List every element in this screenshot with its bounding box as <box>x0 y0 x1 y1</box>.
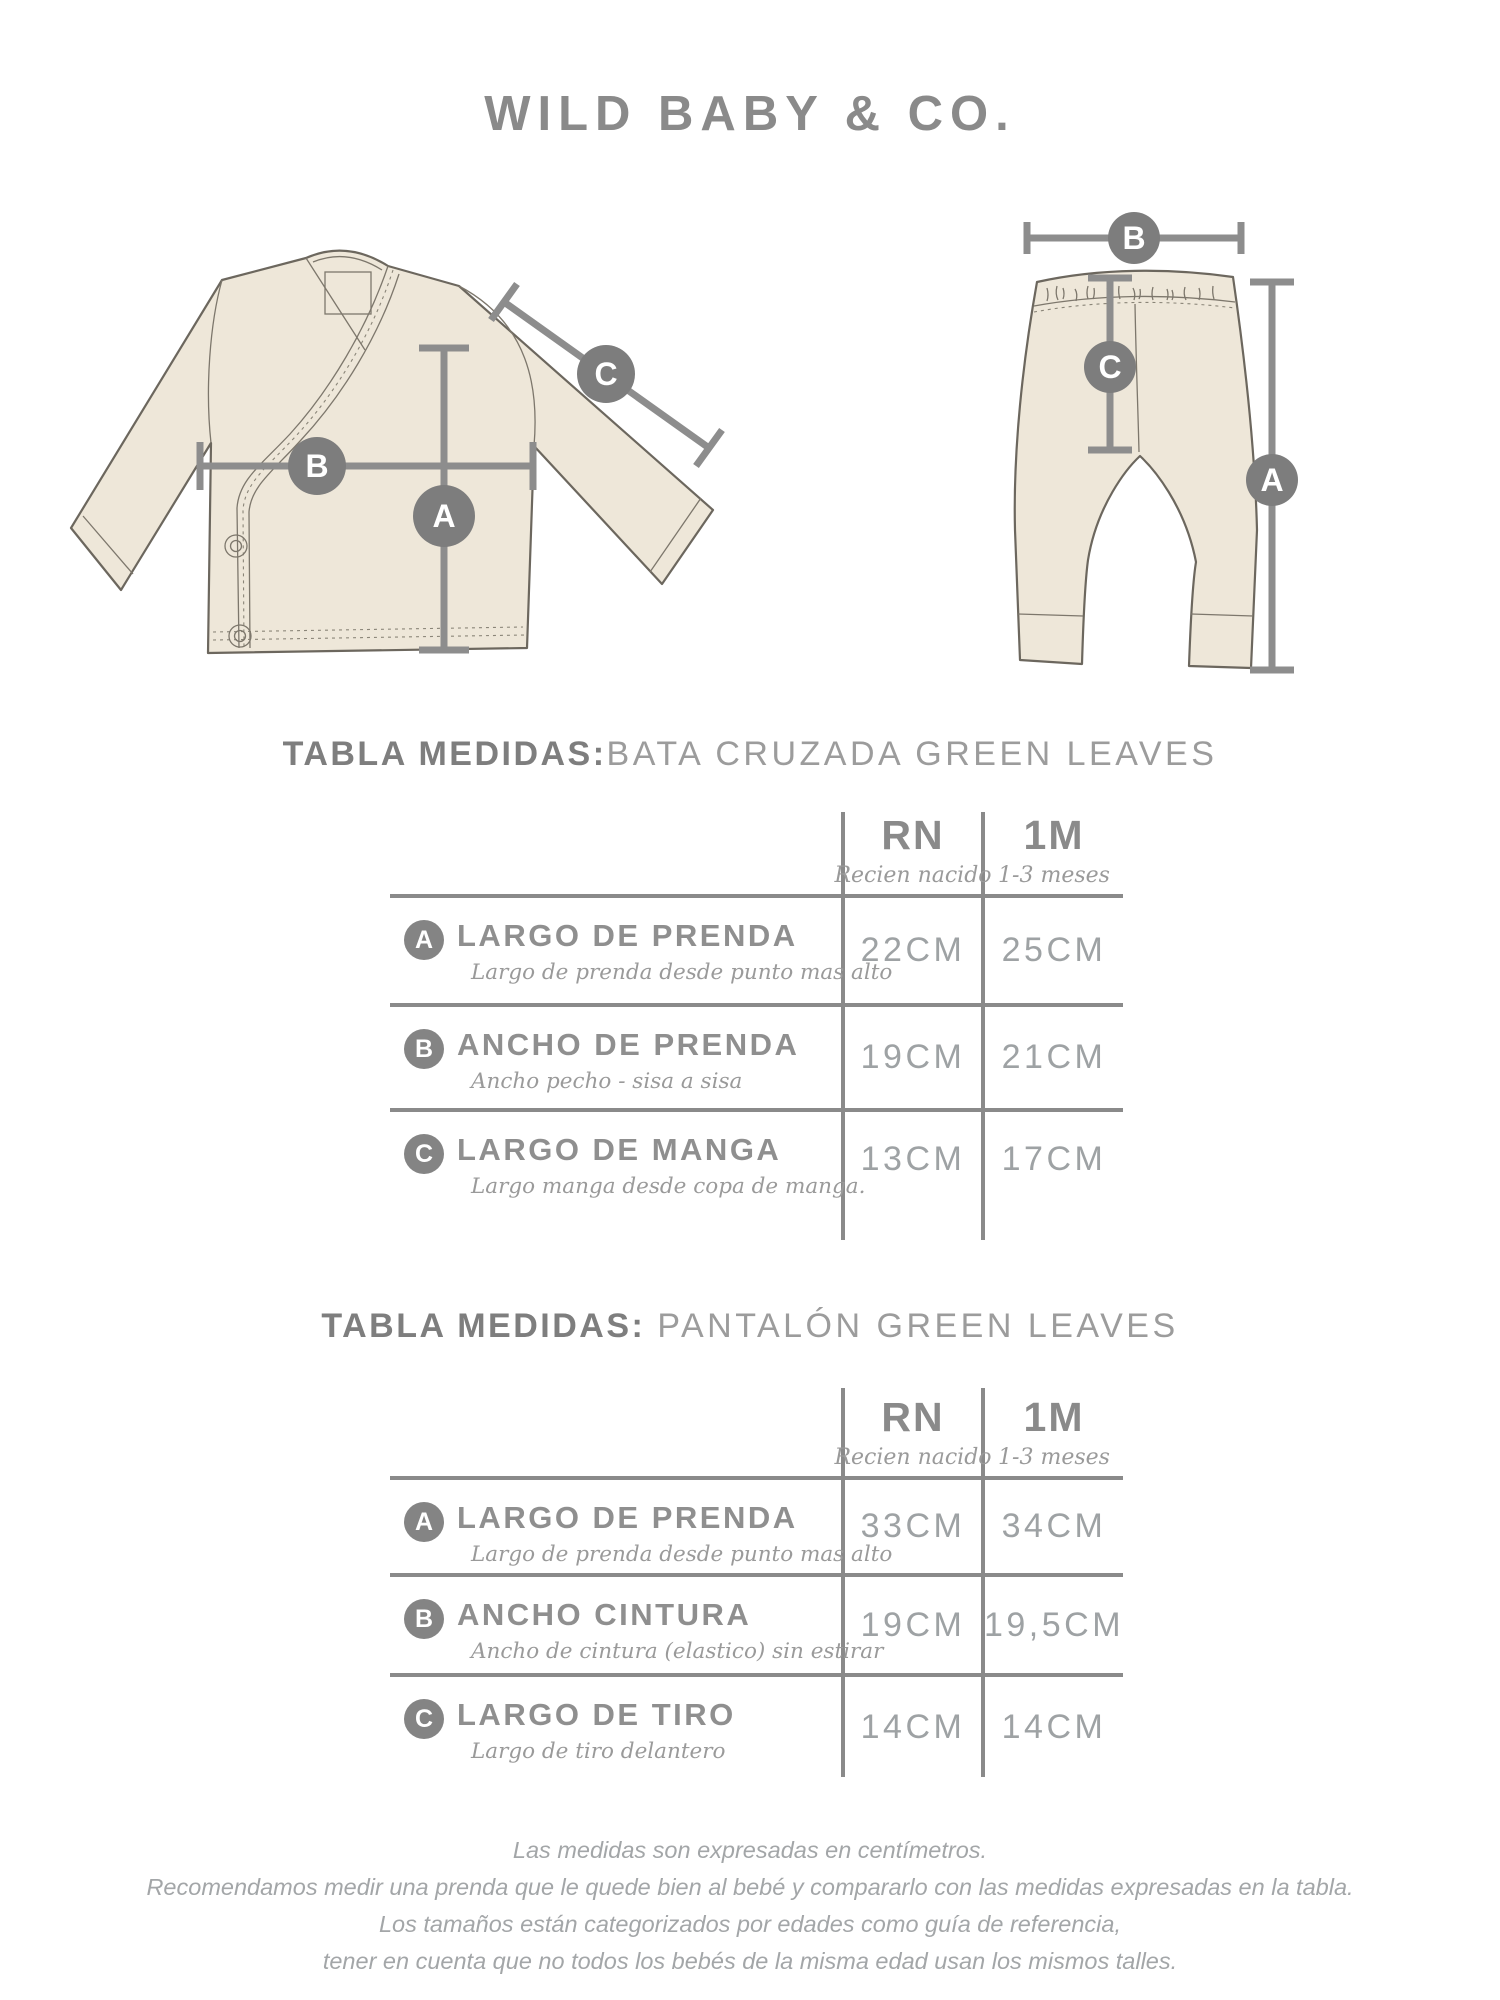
pants-measure-b <box>1027 212 1241 264</box>
measure-sublabel: Largo de prenda desde punto mas alto <box>471 959 893 985</box>
measure-letter-badge: A <box>404 1502 444 1542</box>
brand-title: WILD BABY & CO. <box>484 87 1016 141</box>
pants-measure-label-c: C <box>1098 349 1122 385</box>
shirt-measure-label-a: A <box>432 498 456 534</box>
value-cell-rn: 33CM <box>845 1480 985 1577</box>
size-table-pantalon <box>390 1388 1123 1777</box>
measure-sublabel: Largo de prenda desde punto mas alto <box>471 1541 893 1567</box>
measure-sublabel: Ancho de cintura (elastico) sin estirar <box>471 1638 884 1664</box>
pants-measure-label-b: B <box>1122 220 1146 256</box>
row-label-cell <box>390 1480 893 1577</box>
row-label-cell <box>390 898 893 1007</box>
footer-line: Los tamaños están categorizados por edades como guía de referencia, <box>378 1911 1122 1937</box>
column-subtitle: Recien nacido <box>834 1445 992 1470</box>
shirt-drawing <box>71 251 713 653</box>
column-code: 1M <box>1023 812 1085 858</box>
row-label-cell <box>390 1007 845 1112</box>
table1-title-rest: BATA CRUZADA GREEN LEAVES <box>606 735 1218 773</box>
size-table-bata <box>390 812 1123 1240</box>
table1-title <box>0 735 1500 774</box>
measure-letter-badge: B <box>404 1599 444 1639</box>
column-header-1m <box>985 1388 1123 1480</box>
value-cell-rn: 14CM <box>845 1677 985 1777</box>
measure-label: ANCHO CINTURA <box>457 1597 752 1632</box>
measure-label: LARGO DE MANGA <box>457 1132 782 1167</box>
row-label-cell <box>390 1677 845 1777</box>
column-header-rn <box>834 812 992 898</box>
table-corner-spacer <box>390 1388 845 1480</box>
value-cell-1m: 17CM <box>1001 1140 1107 1178</box>
footer-line: Recomendamos medir una prenda que le quede bien al bebé y compararlo con las medidas expresadas en la tabla. <box>146 1874 1354 1900</box>
measure-sublabel: Largo de tiro delantero <box>471 1738 726 1764</box>
pants-drawing <box>1015 271 1257 668</box>
column-subtitle: 1-3 meses <box>998 863 1110 888</box>
value-cell-rn: 13CM <box>845 1112 985 1240</box>
column-header-1m <box>985 812 1123 898</box>
measure-label: LARGO DE PRENDA <box>457 1500 798 1535</box>
shirt-outline <box>71 251 713 653</box>
table-corner-spacer <box>390 812 845 898</box>
value-cell-1m: 19,5CM <box>985 1577 1123 1677</box>
value-cell-1m: 34CM <box>985 1480 1123 1577</box>
measure-label: ANCHO DE PRENDA <box>457 1027 800 1062</box>
column-header-rn <box>834 1388 992 1480</box>
value-cell-rn: 19CM <box>845 1007 985 1112</box>
measure-letter-badge: B <box>404 1029 444 1069</box>
column-subtitle: Recien nacido <box>834 863 992 888</box>
table1-title-bold: TABLA MEDIDAS: <box>282 735 607 773</box>
measure-letter-badge: C <box>404 1699 444 1739</box>
column-subtitle: 1-3 meses <box>998 1445 1110 1470</box>
table2-title-rest: PANTALÓN GREEN LEAVES <box>657 1307 1179 1345</box>
wrap-shirt-illustration <box>55 228 755 688</box>
measure-letter-badge: C <box>404 1134 444 1174</box>
value-cell-rn: 22CM <box>845 898 985 1007</box>
footer-line: tener en cuenta que no todos los bebés de la misma edad usan los mismos talles. <box>322 1948 1178 1974</box>
table2-title-bold: TABLA MEDIDAS: <box>321 1307 646 1345</box>
value-cell-1m: 14CM <box>1001 1707 1107 1746</box>
shirt-measure-label-b: B <box>305 448 329 484</box>
footer-notes <box>0 1832 1500 1980</box>
measure-sublabel: Ancho pecho - sisa a sisa <box>471 1068 743 1094</box>
footer-line: Las medidas son expresadas en centímetros. <box>512 1837 988 1863</box>
column-code: RN <box>881 812 945 858</box>
row-label-cell <box>390 1577 884 1677</box>
value-cell-1m: 21CM <box>985 1007 1123 1112</box>
shirt-measure-label-c: C <box>594 356 618 392</box>
column-code: RN <box>881 1394 945 1440</box>
measure-letter-badge: A <box>404 920 444 960</box>
measure-label: LARGO DE TIRO <box>457 1697 736 1732</box>
pants-measure-label-a: A <box>1260 462 1284 498</box>
measure-label: LARGO DE PRENDA <box>457 918 798 953</box>
value-cell-rn: 19CM <box>845 1577 985 1677</box>
pants-illustration <box>985 210 1405 710</box>
value-cell-1m: 25CM <box>985 898 1123 1007</box>
column-code: 1M <box>1023 1394 1085 1440</box>
measure-sublabel: Largo manga desde copa de manga. <box>471 1173 866 1199</box>
table2-title <box>0 1307 1500 1346</box>
row-label-cell <box>390 1112 866 1240</box>
